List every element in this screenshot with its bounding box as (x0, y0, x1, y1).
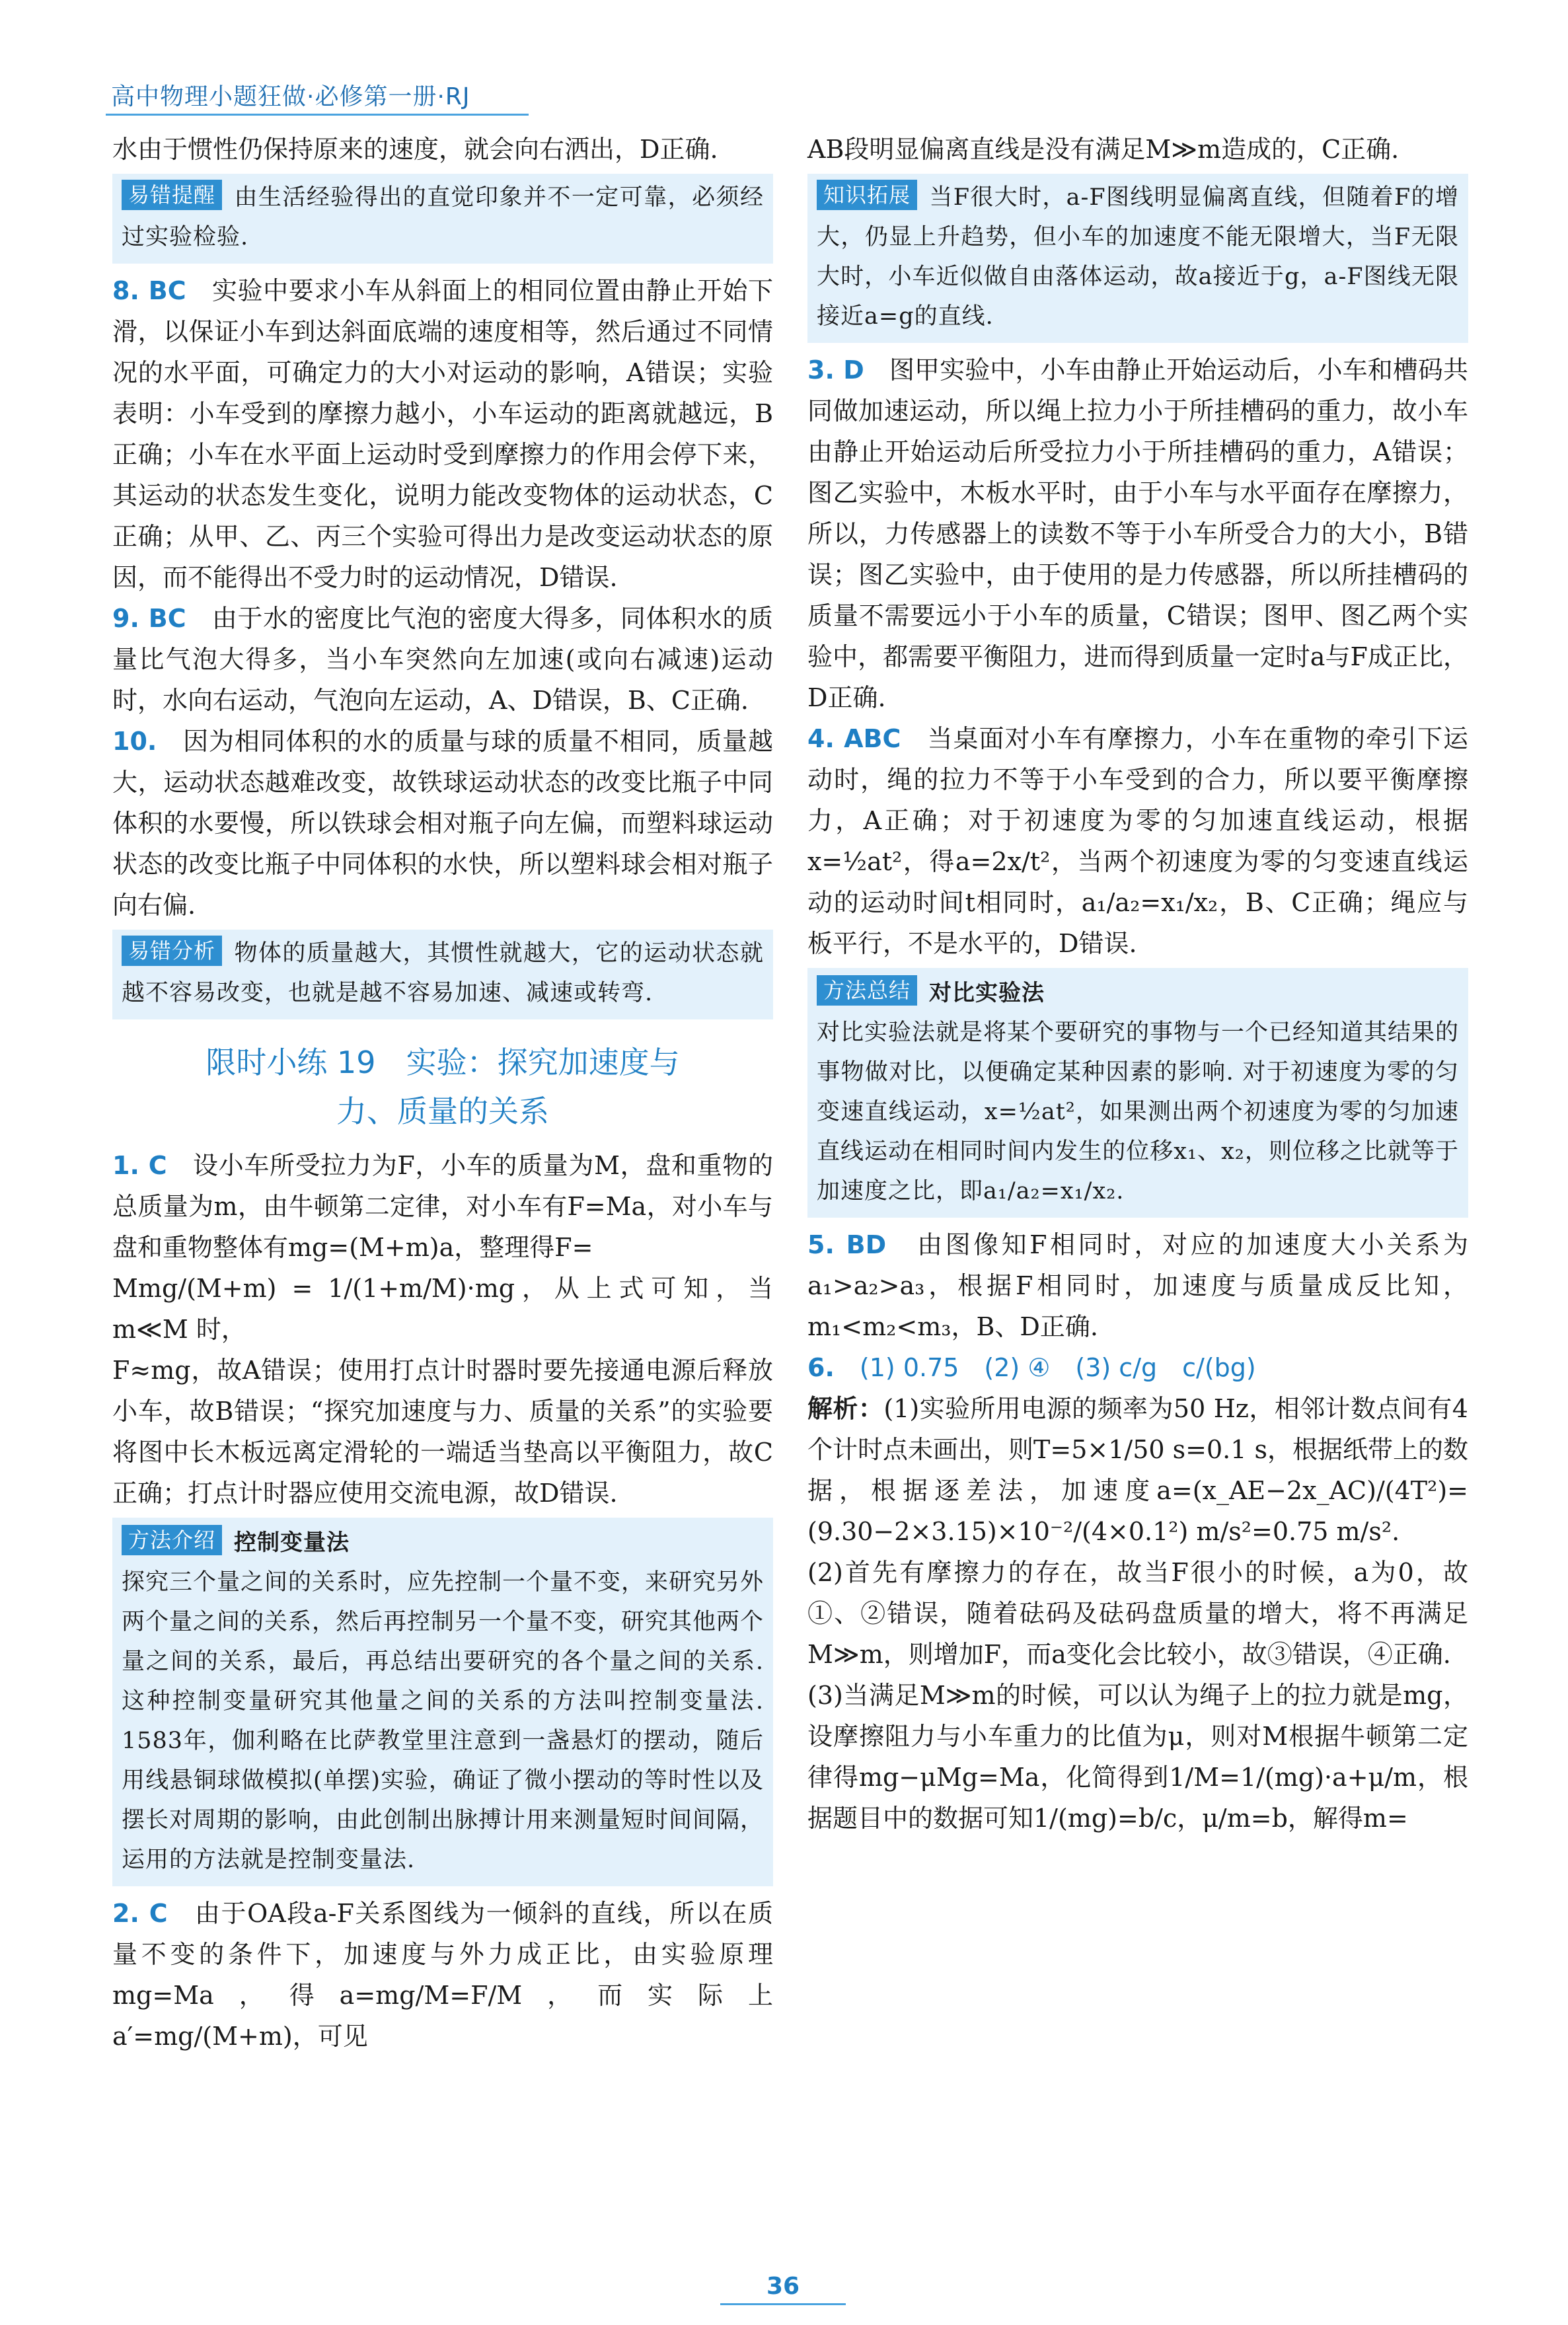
answer-text: 由于OA段a-F关系图线为一倾斜的直线，所以在质量不变的条件下，加速度与外力成正比，由实验原理mg=Ma，得a=mg/M=F/M，而实际上a′=mg/(M+m)，可见 (112, 1899, 773, 2051)
answer-text: 由图像知F相同时，对应的加速度大小关系为a₁>a₂>a₃，根据F相同时，加速度与质量成反比知，m₁<m₂<m₃，B、D正确. (807, 1230, 1468, 1341)
section-title-line1: 限时小练 19 实验：探究加速度与 (205, 1045, 680, 1080)
answer-2 (112, 1893, 773, 2057)
right-column (807, 129, 1468, 1839)
method-intro-box (112, 1518, 773, 1886)
answer-number: 6. (807, 1353, 835, 1382)
knowledge-text: 当F很大时，a-F图线明显偏离直线，但随着F的增大，仍显上升趋势，但小车的加速度不能无限增大，当F无限大时，小车近似做自由落体运动，故a接近于g，a-F图线无限接近a=g的直线. (817, 184, 1459, 330)
answer-text: 实验中要求小车从斜面上的相同位置由静止开始下滑，以保证小车到达斜面底端的速度相等，然后通过不同情况的水平面，可确定力的大小对运动的影响，A错误；实验表明：小车受到的摩擦力越小，小车运动的距离就越远，B正确；小车在水平面上运动时受到摩擦力的作用会停下来，其运动的状态发生变化，说明力能改变物体的运动状态，C正确；从甲、乙、丙三个实验可得出力是改变运动状态的原因，而不能得出不受力时的运动情况，D错误. (112, 276, 773, 592)
analysis-3: (3)当满足M≫m的时候，可以认为绳子上的拉力就是mg，设摩擦阻力与小车重力的比值为μ，则对M根据牛顿第二定律得mg−μMg=Ma，化简得到1/M=1/(mg)·a+μ/m，根据题目中的数据可知1/(mg)=b/c，μ/m=b，解得m= (807, 1681, 1468, 1833)
answer-9 (112, 598, 773, 721)
formula-line: Mmg/(M+m) = 1/(1+m/M)·mg，从上式可知，当 m≪M 时， (112, 1274, 773, 1344)
method-intro-tag: 方法介绍 (122, 1525, 222, 1555)
method-summary-text: 对比实验法就是将某个要研究的事物与一个已经知道其结果的事物做对比，以便确定某种因素的影响. 对于初速度为零的匀变速直线运动，x=½at²，如果测出两个初速度为零的匀加速直线运动在相同时间内发生的位移x₁、x₂，则位移之比就等于加速度之比，即a₁/a₂=x₁/x₂. (817, 1019, 1460, 1204)
error-analysis-box (112, 930, 773, 1019)
answer-1 (112, 1145, 773, 1268)
analysis-label: 解析： (807, 1394, 884, 1423)
answer-10 (112, 721, 773, 926)
running-header: 高中物理小题狂做·必修第一册·RJ (111, 83, 470, 110)
answer-text: 由于水的密度比气泡的密度大得多，同体积水的质量比气泡大得多，当小车突然向左加速(或向右减速)运动时，水向右运动，气泡向左运动，A、D错误，B、C正确. (112, 604, 773, 715)
error-analysis-tag: 易错分析 (122, 936, 222, 966)
section-title-line2: 力、质量的关系 (336, 1093, 549, 1129)
analysis-text: (1)实验所用电源的频率为50 Hz，相邻计数点间有4个计时点未画出，则T=5×1/50 s=0.1 s，根据纸带上的数据，根据逐差法，加速度a=(x_AE−2x_AC)/(4T²)=(9.30−2×3.15)×10⁻²/(4×0.1²) m/s²=0.75 m/s². (807, 1394, 1468, 1546)
tip-box (112, 174, 773, 264)
answer-key: (1) 0.75 (2) ④ (3) c/g c/(bg) (859, 1353, 1256, 1382)
method-summary-tag: 方法总结 (817, 975, 917, 1006)
answer-5 (807, 1224, 1468, 1347)
page-footer (720, 2273, 846, 2310)
knowledge-box (807, 174, 1468, 343)
answer-4 (807, 718, 1468, 964)
answer-number: 4. ABC (807, 724, 901, 753)
tip-text: 由生活经验得出的直觉印象并不一定可靠，必须经过实验检验. (122, 184, 764, 250)
method-summary-title: 对比实验法 (929, 980, 1045, 1006)
footer-rule (720, 2303, 846, 2305)
answer-8 (112, 270, 773, 598)
answer-text: 设小车所受拉力为F，小车的质量为M，盘和重物的总质量为m，由牛顿第二定律，对小车有F=Ma，对小车与盘和重物整体有mg=(M+m)a，整理得F= (112, 1151, 773, 1262)
header-rule (106, 114, 529, 116)
answer-text: 因为相同体积的水的质量与球的质量不相同，质量越大，运动状态越难改变，故铁球运动状态的改变比瓶子中同体积的水要慢，所以铁球会相对瓶子向左偏，而塑料球运动状态的改变比瓶子中同体积的水快，所以塑料球会相对瓶子向右偏. (112, 727, 773, 920)
tip-tag: 易错提醒 (122, 180, 222, 210)
answer-3 (807, 350, 1468, 718)
answer-text-continued: F≈mg，故A错误；使用打点计时器时要先接通电源后释放小车，故B错误；“探究加速度与力、质量的关系”的实验要将图中长木板远离定滑轮的一端适当垫高以平衡阻力，故C正确；打点计时器应使用交流电源，故D错误. (112, 1356, 773, 1508)
answer-number: 10. (112, 727, 157, 756)
analysis-2: (2)首先有摩擦力的存在，故当F很小的时候，a为0，故①、②错误，随着砝码及砝码盘质量的增大，将不再满足M≫m，则增加F，而a变化会比较小，故③错误，④正确. (807, 1558, 1468, 1669)
method-intro-text: 探究三个量之间的关系时，应先控制一个量不变，来研究另外两个量之间的关系，然后再控制另一个量不变，研究其他两个量之间的关系，最后，再总结出要研究的各个量之间的关系. 这种控制变量研究其他量之间的关系的方法叫控制变量法. 1583年，伽利略在比萨教堂里注意到一盏悬灯的摆动，随后用线悬铜球做模拟(单摆)实验，确证了微小摆动的等时性以及摆长对周期的影响，由此创制出脉搏计用来测量短时间间隔，运用的方法就是控制变量法. (122, 1569, 765, 1873)
knowledge-tag: 知识拓展 (817, 180, 917, 210)
answer-number: 8. BC (112, 276, 186, 305)
error-analysis-text: 物体的质量越大，其惯性就越大，它的运动状态就越不容易改变，也就是越不容易加速、减速或转弯. (122, 940, 764, 1006)
answer-number: 5. BD (807, 1230, 887, 1259)
page-number: 36 (766, 2273, 800, 2300)
answer-6 (807, 1347, 1468, 1388)
method-intro-title: 控制变量法 (234, 1530, 350, 1556)
answer-text: 图甲实验中，小车由静止开始运动后，小车和槽码共同做加速运动，所以绳上拉力小于所挂槽码的重力，故小车由静止开始运动后所受拉力小于所挂槽码的重力，A错误；图乙实验中，木板水平时，由于小车与水平面存在摩擦力，所以，力传感器上的读数不等于小车所受合力的大小，B错误；图乙实验中，由于使用的是力传感器，所以所挂槽码的质量不需要远小于小车的质量，C错误；图甲、图乙两个实验中，都需要平衡阻力，进而得到质量一定时a与F成正比，D正确. (807, 355, 1468, 712)
answer-number: 2. C (112, 1899, 168, 1928)
method-summary-box (807, 968, 1468, 1218)
answer-text: 当桌面对小车有摩擦力，小车在重物的牵引下运动时，绳的拉力不等于小车受到的合力，所以要平衡摩擦力，A正确；对于初速度为零的匀加速直线运动，根据x=½at²，得a=2x/t²，当两个初速度为零的匀变速直线运动的运动时间t相同时，a₁/a₂=x₁/x₂，B、C正确；绳应与板平行，不是水平的，D错误. (807, 724, 1468, 958)
section-title (112, 1038, 773, 1136)
left-column (112, 129, 773, 2057)
answer-number: 1. C (112, 1151, 167, 1180)
answer-number: 3. D (807, 355, 864, 385)
paragraph: AB段明显偏离直线是没有满足M≫m造成的，C正确. (807, 135, 1400, 164)
answer-number: 9. BC (112, 604, 186, 633)
paragraph: 水由于惯性仍保持原来的速度，就会向右洒出，D正确. (112, 135, 718, 164)
analysis-1 (807, 1388, 1468, 1552)
